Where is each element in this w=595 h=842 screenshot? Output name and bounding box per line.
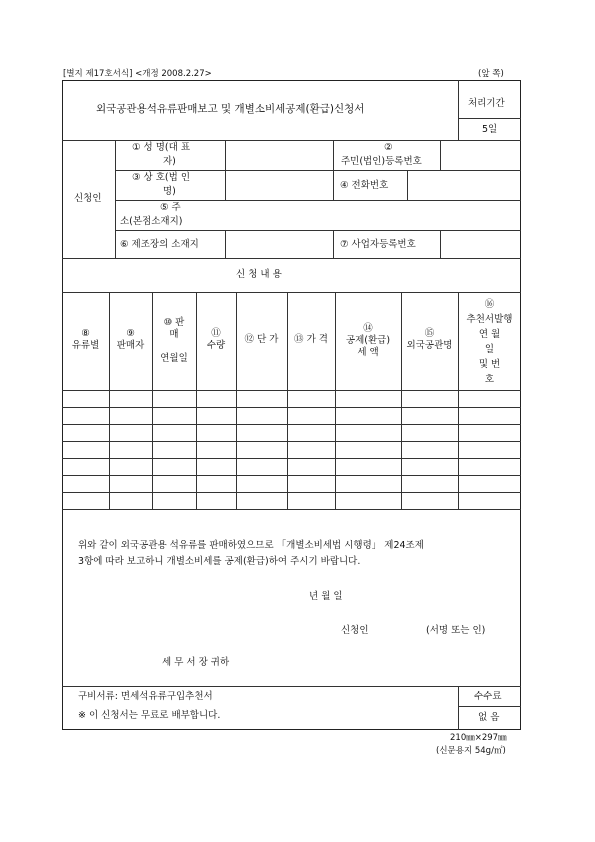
form-number: [별지 제17호서식] <개정 2008.2.27> xyxy=(63,69,212,79)
addressee: 세 무 서 장 귀하 xyxy=(162,657,230,668)
content-title: 신 청 내 용 xyxy=(236,269,282,280)
col-tax-amount: ⑭ 공제(환급) 세 액 xyxy=(345,323,391,358)
name-label-1: ① 성 명(대 표 xyxy=(132,142,190,153)
rrn-label-2: 주민(법인)등록번호 xyxy=(341,156,422,167)
processing-period-value: 5일 xyxy=(482,124,498,135)
form-title: 외국공관용석유류판매보고 및 개별소비세공제(환급)신청서 xyxy=(96,103,365,115)
address-label-2: 소(본점소재지) xyxy=(120,216,183,227)
statement-line-2: 3항에 따라 보고하니 개별소비세를 공제(환급)하여 주시기 바랍니다. xyxy=(78,556,361,567)
signer-label: 신청인 xyxy=(341,625,369,636)
phone-label: ④ 전화번호 xyxy=(340,180,389,191)
business-number-label: ⑦ 사업자등록번호 xyxy=(340,239,416,250)
page-side: (앞 쪽) xyxy=(478,69,504,79)
factory-location-label: ⑥ 제조장의 소재지 xyxy=(120,239,199,250)
paper-size: 210㎜×297㎜ xyxy=(450,733,507,743)
sign-note: (서명 또는 인) xyxy=(426,625,486,636)
statement-line-1: 위와 같이 외국공관용 석유류를 판매하였으므로 「개별소비세법 시행령」 제24조제 xyxy=(78,540,424,551)
paper-type: (신문용지 54g/㎡) xyxy=(436,746,506,756)
company-label-2: 명) xyxy=(163,186,176,197)
col-embassy-name: ⑮ 외국공관명 xyxy=(406,328,453,351)
free-distribution-note: ※ 이 신청서는 무료로 배부합니다. xyxy=(78,710,221,721)
col-price: ⑬ 가 격 xyxy=(294,334,328,345)
fee-value: 없 음 xyxy=(478,712,500,723)
col-seller: ⑨ 판매자 xyxy=(116,328,145,351)
required-documents: 구비서류: 면세석유류구입추천서 xyxy=(78,691,213,702)
name-label-2: 자) xyxy=(163,156,176,167)
date-line: 년 월 일 xyxy=(309,591,343,602)
col-unit-price: ⑫ 단 가 xyxy=(244,334,279,345)
col-recommendation: ⑯ 추천서발행 연 월 일 및 번 호 xyxy=(466,299,513,385)
col-quantity: ⑪ 수량 xyxy=(206,328,226,351)
address-label-1: ⑤ 주 xyxy=(160,202,181,213)
rrn-label-1: ② xyxy=(384,142,393,153)
processing-period-label: 처리기간 xyxy=(468,98,505,109)
company-label-1: ③ 상 호(법 인 xyxy=(132,172,190,183)
col-sale-date: ⑩ 판 매 연월일 xyxy=(160,317,188,364)
col-oil-type: ⑧ 유류별 xyxy=(71,328,100,351)
fee-label: 수수료 xyxy=(474,691,502,702)
applicant-label: 신청인 xyxy=(74,193,102,204)
